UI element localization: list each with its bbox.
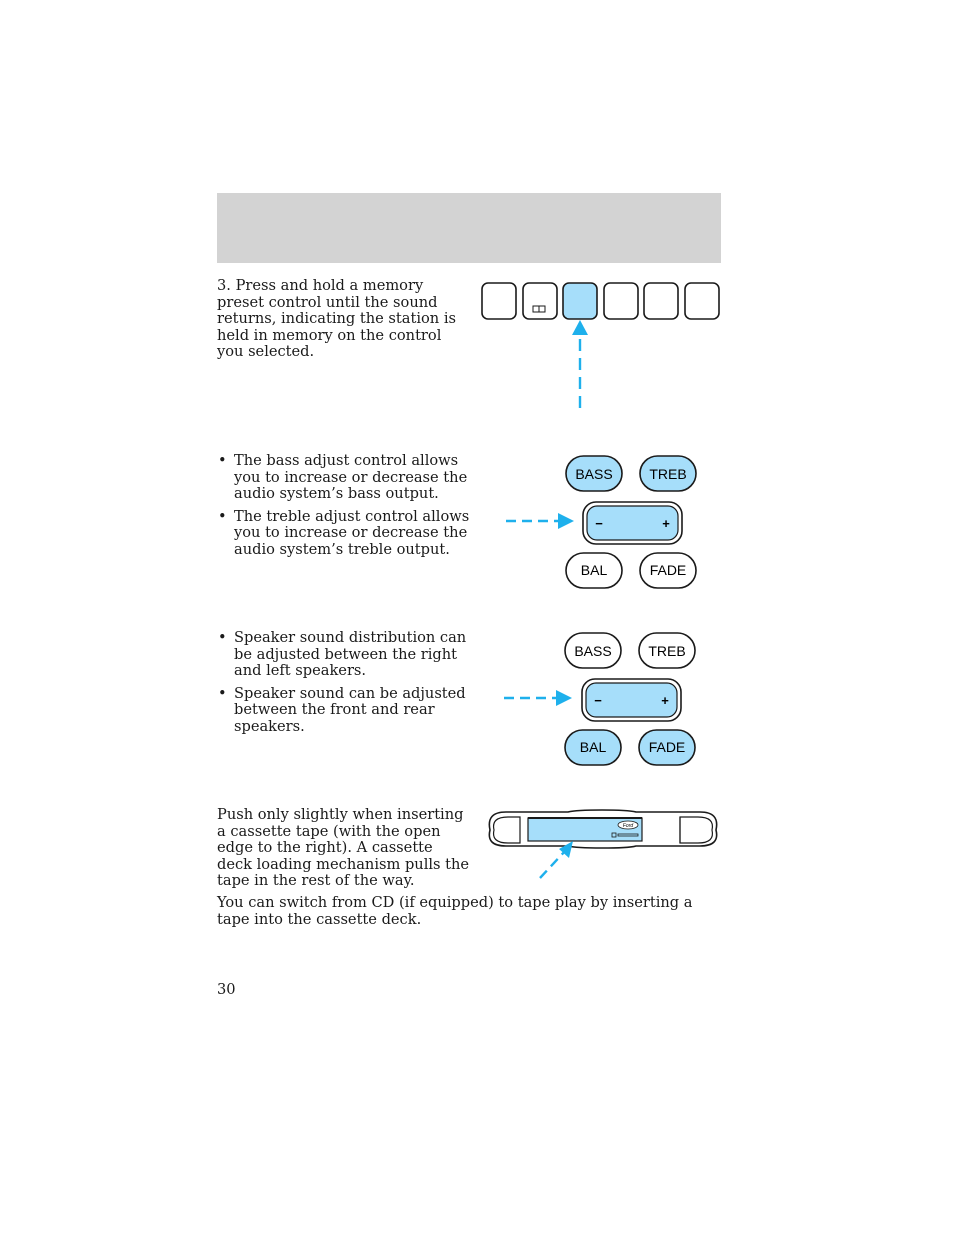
minus-label: − bbox=[594, 693, 602, 708]
fade-label: FADE bbox=[649, 562, 687, 578]
list-item: • Speaker sound distribution can be adjusted between the right and left speakers. bbox=[217, 630, 472, 680]
speaker-controls-illustration bbox=[500, 629, 710, 769]
treb-label: TREB bbox=[649, 466, 687, 482]
speaker-bullet-list bbox=[217, 630, 472, 742]
section-header-band bbox=[217, 193, 721, 263]
bal-label: BAL bbox=[580, 562, 608, 578]
plus-label: + bbox=[662, 516, 670, 531]
preset-instruction-text: 3. Press and hold a memory preset control until the sound returns, indicating the station is held in memory on the control you selected. bbox=[217, 277, 456, 361]
preset-button-2[interactable] bbox=[523, 283, 557, 319]
right-arrow-icon bbox=[506, 513, 574, 529]
ford-logo-icon bbox=[618, 821, 638, 829]
list-item: • The treble adjust control allows you to increase or decrease the audio system’s treble output. bbox=[217, 509, 472, 559]
bass-label: BASS bbox=[574, 643, 612, 659]
plus-label: + bbox=[661, 693, 669, 708]
page-number: 30 bbox=[217, 981, 236, 998]
right-arrow-icon bbox=[504, 690, 572, 706]
svg-text:Ford: Ford bbox=[622, 823, 634, 829]
bass-button[interactable] bbox=[565, 633, 621, 668]
bal-button[interactable] bbox=[566, 553, 622, 588]
bal-label: BAL bbox=[579, 739, 607, 755]
list-item: • Speaker sound can be adjusted between the front and rear speakers. bbox=[217, 686, 472, 736]
minus-label: − bbox=[595, 516, 603, 531]
fade-button[interactable] bbox=[640, 553, 696, 588]
fade-button[interactable] bbox=[639, 730, 695, 765]
tone-bullet-list bbox=[217, 453, 472, 565]
bass-label: BASS bbox=[575, 466, 613, 482]
cassette-deck-illustration bbox=[484, 808, 722, 882]
treb-button[interactable] bbox=[639, 633, 695, 668]
preset-buttons-illustration bbox=[480, 280, 722, 412]
adjust-rocker[interactable] bbox=[583, 502, 682, 544]
fade-label: FADE bbox=[648, 739, 686, 755]
cassette-instruction-text: Push only slightly when inserting a cassette tape (with the open edge to the right). A cassette deck loading mechanism pulls the tape in the rest of the way. bbox=[217, 806, 470, 890]
treb-label: TREB bbox=[648, 643, 686, 659]
adjust-rocker[interactable] bbox=[582, 679, 681, 721]
bal-button[interactable] bbox=[565, 730, 621, 765]
preset-button-6[interactable] bbox=[685, 283, 719, 319]
preset-button-1[interactable] bbox=[482, 283, 516, 319]
bass-button[interactable] bbox=[566, 456, 622, 491]
list-item: • The bass adjust control allows you to increase or decrease the audio system’s bass output. bbox=[217, 453, 472, 503]
preset-button-3-selected[interactable] bbox=[563, 283, 597, 319]
preset-button-4[interactable] bbox=[604, 283, 638, 319]
treb-button[interactable] bbox=[640, 456, 696, 491]
up-arrow-icon bbox=[572, 320, 588, 408]
cassette-switch-text: You can switch from CD (if equipped) to tape play by inserting a tape into the cassette deck. bbox=[217, 894, 693, 928]
tone-controls-illustration bbox=[500, 452, 710, 592]
preset-button-5[interactable] bbox=[644, 283, 678, 319]
